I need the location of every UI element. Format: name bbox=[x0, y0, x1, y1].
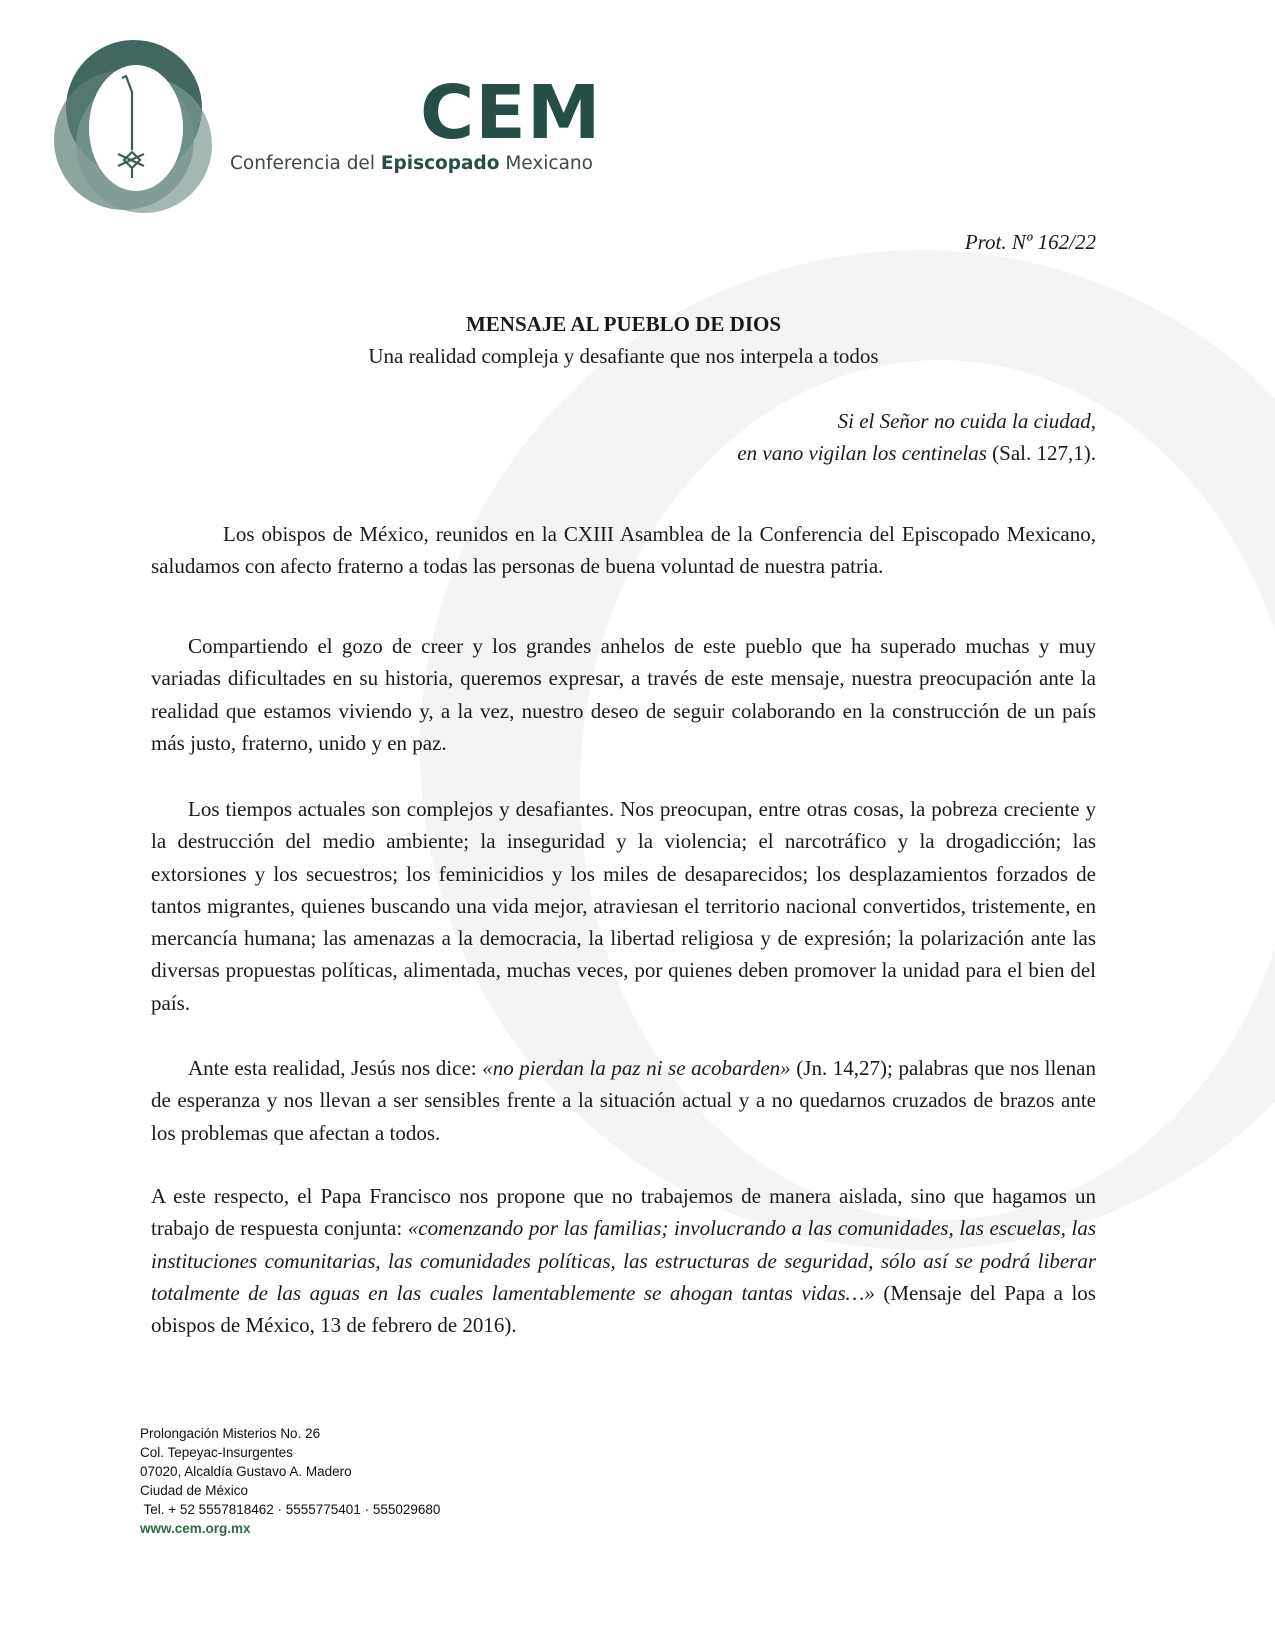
paragraph-2: Compartiendo el gozo de creer y los grandes anhelos de este pueblo que ha superado muchas y muy variadas dificultades en su historia, queremos expresar, a través de este mensaje, nuestra preocupación ante la realidad que estamos viviendo y, a la vez, nuestro deseo de seguir colaborando en la construcción de un país más justo, fraterno, unido y en paz. bbox=[151, 634, 1096, 755]
cem-logo-emblem bbox=[44, 40, 224, 215]
epigraph bbox=[151, 405, 1096, 470]
epigraph-quote: en vano vigilan los centinelas bbox=[737, 441, 987, 466]
paragraph-4 bbox=[151, 1052, 1096, 1149]
paragraph-1: Los obispos de México, reunidos en la CXIII Asamblea de la Conferencia del Episcopado Mexicano, saludamos con afecto fraterno a todas las personas de buena voluntad de nuestra patria. bbox=[151, 522, 1096, 579]
p4-text-a: Ante esta realidad, Jesús nos dice: bbox=[188, 1056, 483, 1080]
footer-street: Prolongación Misterios No. 26 bbox=[140, 1426, 321, 1441]
logo-org-name bbox=[230, 153, 593, 174]
p4-text-b: (Jn. 14,27); palabras que nos llenan de esperanza y nos llevan a ser sensibles frente a la situación actual y a no quedarnos cruzados de brazos ante los problemas que afectan a todos. bbox=[151, 1056, 1096, 1145]
epigraph-reference: (Sal. 127,1). bbox=[986, 441, 1096, 466]
paragraph-3: Los tiempos actuales son complejos y desafiantes. Nos preocupan, entre otras cosas, la pobreza creciente y la destrucción del medio ambiente; la inseguridad y la violencia; el narcotráfico y la drogadicción; las extorsiones y los secuestros; los feminicidios y los miles de desaparecidos; los desplazamientos forzados de tantos migrantes, quienes buscando una vida mejor, atraviesan el territorio nacional convertidos, tristemente, en mercancía humana; las amenazas a la democracia, la libertad religiosa y de expresión; la polarización ante las diversas propuestas políticas, alimentada, muchas veces, por quienes deben promover la unidad para el bien del país. bbox=[151, 797, 1096, 1015]
epigraph-line1: Si el Señor no cuida la ciudad, bbox=[837, 409, 1096, 433]
logo-acronym: CEM bbox=[420, 70, 602, 156]
logo-name-post: Mexicano bbox=[499, 153, 593, 174]
document-title: MENSAJE AL PUEBLO DE DIOS bbox=[465, 312, 782, 336]
p5-text-b: (Mensaje del Papa a los obispos de México, 13 de febrero de 2016). bbox=[151, 1280, 1096, 1338]
footer-colony: Col. Tepeyac-Insurgentes bbox=[140, 1445, 293, 1460]
document-subtitle: Una realidad compleja y desafiante que nos interpela a todos bbox=[368, 344, 879, 368]
logo-name-pre: Conferencia del bbox=[230, 153, 381, 174]
protocol-number: Prot. Nº 162/22 bbox=[964, 230, 1096, 254]
p5-text-a: A este respecto, el Papa Francisco nos propone que no trabajemos de manera aislada, sino que hagamos un trabajo de respuesta conjunta: bbox=[151, 1184, 1096, 1241]
p4-quote: «no pierdan la paz ni se acobarden» bbox=[482, 1056, 791, 1080]
footer-address bbox=[140, 1424, 440, 1538]
epigraph-line2 bbox=[151, 437, 1096, 469]
footer-postal: 07020, Alcaldía Gustavo A. Madero bbox=[140, 1464, 352, 1479]
footer-website-link[interactable]: www.cem.org.mx bbox=[140, 1521, 251, 1536]
footer-phones: Tel. + 52 5557818462 · 5555775401 · 555029680 bbox=[140, 1502, 441, 1517]
footer-city: Ciudad de México bbox=[140, 1483, 249, 1498]
paragraph-5 bbox=[151, 1180, 1096, 1341]
logo-name-bold: Episcopado bbox=[380, 153, 500, 174]
p5-quote: «comenzando por las familias; involucrando a las comunidades, las escuelas, las instituciones comunitarias, las comunidades políticas, las estructuras de seguridad, sólo así se podrá liberar totalmente de las aguas en las cuales lamentablemente se ahogan tantas vidas…» bbox=[151, 1216, 1096, 1305]
